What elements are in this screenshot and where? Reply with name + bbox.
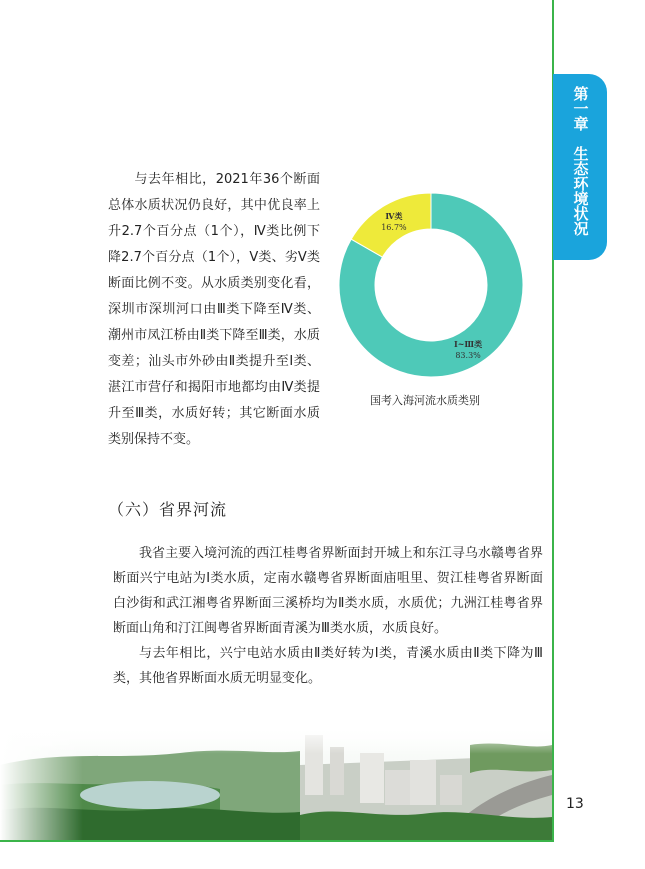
landscape-photo (0, 725, 552, 840)
donut-label-class-1-3: Ⅰ~Ⅲ类 (453, 339, 483, 350)
section-heading: （六）省界河流 (108, 500, 228, 519)
page-number: 13 (566, 796, 584, 812)
bottom-margin (0, 842, 645, 869)
donut-svg (336, 190, 526, 380)
left-paragraph (108, 167, 320, 453)
section-body (113, 541, 543, 691)
donut-value-class-1-3: 83.3% (455, 351, 481, 361)
water-quality-donut-chart (336, 190, 526, 380)
donut-label-class-4: Ⅳ类 (385, 210, 403, 221)
chapter-title: 生态环境状况 (571, 146, 590, 236)
donut-value-class-4: 16.7% (381, 222, 407, 232)
chapter-tab[interactable] (553, 74, 607, 260)
chapter-number: 第一章 (571, 86, 590, 131)
section-paragraph-2: 与去年相比，兴宁电站水质由Ⅱ类好转为Ⅰ类，青溪水质由Ⅱ类下降为Ⅲ类，其他省界断面水质无明显变化。 (113, 646, 543, 686)
section-paragraph-1: 我省主要入境河流的西江桂粤省界断面封开城上和东江寻乌水赣粤省界断面兴宁电站为Ⅰ类水质，定南水赣粤省界断面庙咀里、贺江桂粤省界断面白沙街和武江湘粤省界断面三溪桥均为Ⅱ类水质，水质优；九洲江桂粤省界断面山角和汀江闽粤省界断面青溪为Ⅲ类水质，水质良好。 (113, 546, 543, 636)
left-paragraph-text: 与去年相比，2021年36个断面总体水质状况仍良好，其中优良率上升2.7个百分点（1个），Ⅳ类比例下降2.7个百分点（1个），Ⅴ类、劣Ⅴ类断面比例不变。从水质类别变化看，深圳市深圳河口由Ⅲ类下降至Ⅳ类、潮州市凤江桥由Ⅱ类下降至Ⅲ类，水质变差；汕头市外砂由Ⅱ类提升至Ⅰ类、湛江市营仔和揭阳市地都均由Ⅳ类提升至Ⅲ类，水质好转；其它断面水质类别保持不变。 (108, 172, 320, 447)
chart-caption: 国考入海河流水质类别 (370, 394, 480, 407)
